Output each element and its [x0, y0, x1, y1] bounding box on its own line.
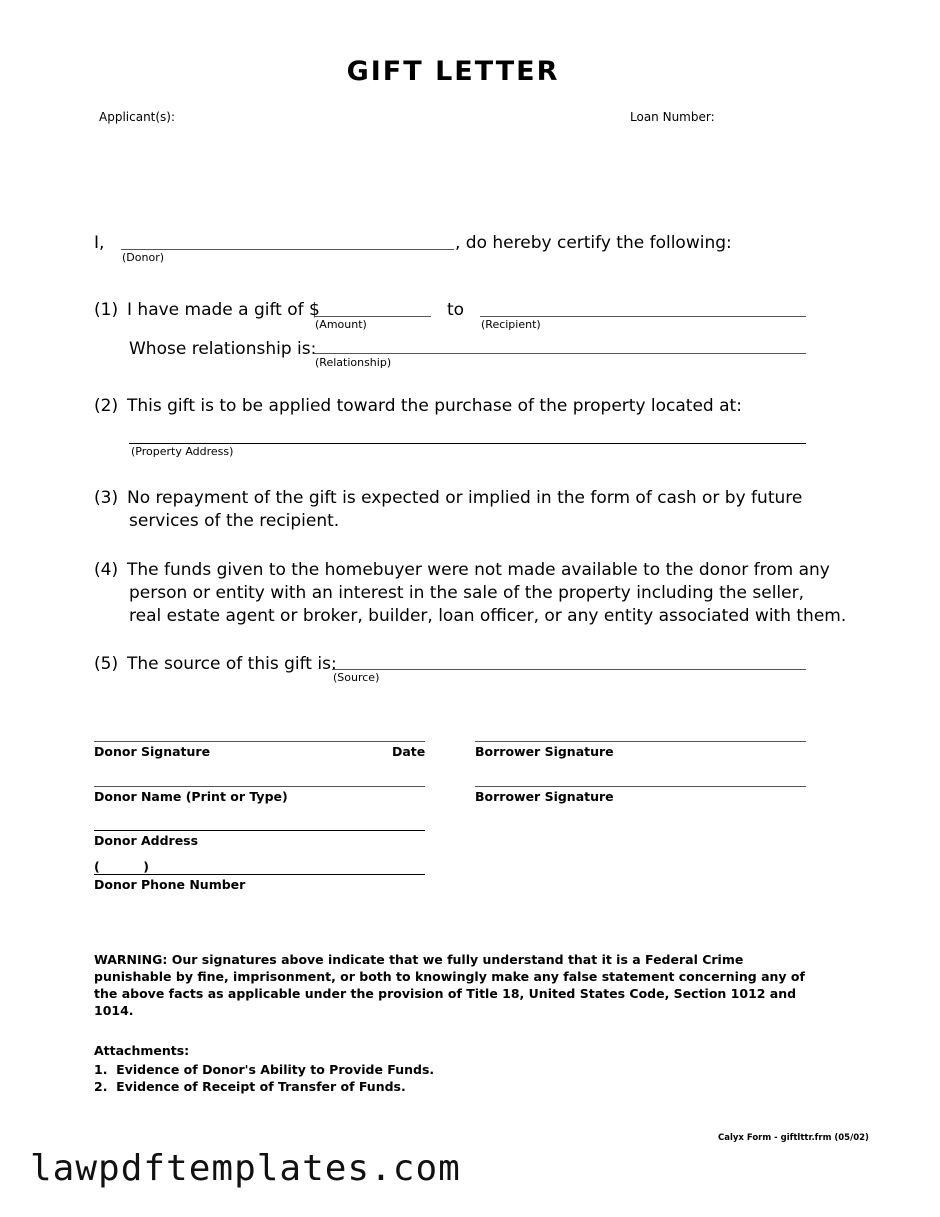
item5-text: The source of this gift is: [127, 654, 337, 674]
borrower-signature-label-1: Borrower Signature [475, 744, 614, 759]
property-address-line[interactable] [129, 443, 806, 444]
source-line[interactable] [332, 669, 806, 670]
item4-line2: person or entity with an interest in the sale of the property including the seller, [129, 583, 804, 603]
date-label: Date [392, 744, 426, 759]
item3-number: (3) [94, 488, 119, 508]
donor-caption: (Donor) [122, 251, 165, 264]
item2-text: This gift is to be applied toward the purchase of the property located at: [127, 396, 742, 416]
donor-address-label: Donor Address [94, 833, 199, 848]
attachment-item-2: 2. Evidence of Receipt of Transfer of Funds. [94, 1079, 406, 1094]
donor-address-line[interactable] [94, 830, 425, 831]
recipient-caption: (Recipient) [481, 318, 541, 331]
loan-number-label: Loan Number: [630, 110, 715, 124]
phone-area-code: ( ) [94, 859, 149, 874]
relationship-caption: (Relationship) [315, 356, 392, 369]
applicants-label: Applicant(s): [99, 110, 176, 124]
item4-line3: real estate agent or broker, builder, loan officer, or any entity associated with them. [129, 606, 847, 626]
warning-text: WARNING: Our signatures above indicate that we fully understand that it is a Federal Crime punishable by fine, imprisonment, or both to knowingly make any false statement concerning any of the above facts as applicable under the provision of Title 18, United States Code, Section 1012 and 1014. [94, 952, 805, 1018]
source-caption: (Source) [333, 671, 380, 684]
borrower-signature-label-2: Borrower Signature [475, 789, 614, 804]
item3-line2: services of the recipient. [129, 511, 340, 531]
item4-number: (4) [94, 560, 119, 580]
attachments-label: Attachments: [94, 1043, 190, 1058]
item1-number: (1) [94, 300, 119, 320]
item2-number: (2) [94, 396, 119, 416]
donor-signature-label: Donor Signature [94, 744, 211, 759]
form-identifier: Calyx Form - giftlttr.frm (05/02) [718, 1133, 869, 1143]
property-address-caption: (Property Address) [131, 445, 234, 458]
borrower-signature-line-2[interactable] [475, 786, 806, 787]
intro-prefix: I, [94, 233, 105, 253]
donor-phone-line[interactable] [94, 874, 425, 875]
recipient-line[interactable] [480, 316, 806, 317]
amount-caption: (Amount) [315, 318, 367, 331]
item3-line1: No repayment of the gift is expected or implied in the form of cash or by future [127, 488, 803, 508]
item1-text: I have made a gift of $ [127, 300, 320, 320]
item4-line1: The funds given to the homebuyer were not made available to the donor from any [127, 560, 830, 580]
borrower-signature-line-1[interactable] [475, 741, 806, 742]
donor-name-label: Donor Name (Print or Type) [94, 789, 288, 804]
document-title: GIFT LETTER [346, 56, 560, 87]
watermark: lawpdftemplates.com [30, 1148, 461, 1189]
intro-suffix: , do hereby certify the following: [455, 233, 732, 253]
item1-to: to [447, 300, 465, 320]
relationship-line[interactable] [314, 353, 806, 354]
donor-phone-label: Donor Phone Number [94, 877, 246, 892]
relationship-text: Whose relationship is: [129, 339, 317, 359]
donor-signature-line[interactable] [94, 741, 425, 742]
donor-name-print-line[interactable] [94, 786, 425, 787]
amount-line[interactable] [314, 316, 431, 317]
attachment-item-1: 1. Evidence of Donor's Ability to Provide Funds. [94, 1062, 435, 1077]
donor-name-line[interactable] [121, 249, 454, 250]
item5-number: (5) [94, 654, 119, 674]
